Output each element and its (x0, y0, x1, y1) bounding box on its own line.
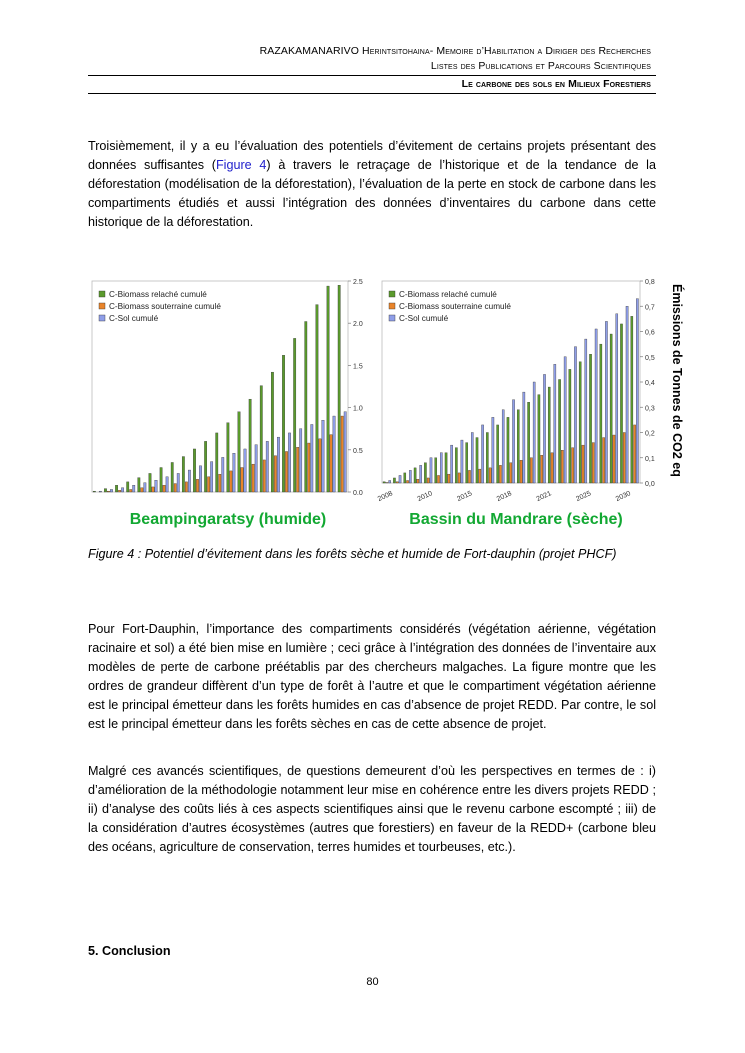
bar-biomass-aerienne (305, 322, 307, 492)
bar-biomass-aerienne (414, 468, 416, 483)
bar-sol (333, 416, 335, 492)
chart-mandrare (376, 272, 666, 534)
bar-sol (299, 429, 301, 492)
bar-biomass-souterraine (458, 473, 460, 483)
bar-sol (512, 400, 514, 483)
bar-biomass-souterraine (510, 463, 512, 483)
y-tick-label: 2.5 (353, 279, 363, 286)
bar-biomass-souterraine (386, 482, 388, 483)
bar-biomass-aerienne (260, 386, 262, 492)
bar-biomass-aerienne (249, 399, 251, 492)
legend-label: C-Sol cumulé (109, 314, 159, 323)
y-tick-label: 0,2 (645, 430, 655, 438)
bar-biomass-souterraine (479, 469, 481, 483)
bar-sol (502, 410, 504, 483)
bar-sol (344, 412, 346, 492)
bar-biomass-souterraine (163, 485, 165, 492)
bar-sol (99, 491, 101, 492)
y-tick-label: 0,3 (645, 405, 655, 413)
bar-biomass-souterraine (448, 474, 450, 483)
bar-biomass-aerienne (486, 433, 488, 484)
bar-biomass-souterraine (551, 453, 553, 483)
bar-biomass-aerienne (227, 423, 229, 492)
bar-sol (636, 299, 638, 483)
legend-swatch (389, 315, 395, 321)
y-tick-label: 0.5 (353, 447, 363, 455)
bar-biomass-souterraine (185, 482, 187, 492)
bar-sol (440, 453, 442, 483)
bar-sol (133, 485, 135, 492)
y-tick-label: 1.5 (353, 363, 363, 371)
bar-biomass-souterraine (572, 448, 574, 483)
header-divider (88, 75, 656, 76)
bar-sol (255, 445, 257, 492)
bar-biomass-souterraine (252, 464, 254, 492)
bar-sol (605, 321, 607, 483)
chart-title: Beampingaratsy (humide) (129, 511, 327, 528)
bar-biomass-souterraine (308, 443, 310, 492)
bar-sol (430, 458, 432, 483)
bar-biomass-aerienne (631, 316, 633, 483)
bar-sol (616, 314, 618, 483)
bar-biomass-aerienne (327, 286, 329, 492)
bar-biomass-souterraine (541, 455, 543, 483)
legend-swatch (389, 291, 395, 297)
bar-sol (399, 475, 401, 483)
bar-biomass-aerienne (620, 324, 622, 483)
running-header-line3: Le carbone des sols en Milieux Forestiers (461, 78, 651, 90)
bar-biomass-aerienne (466, 443, 468, 483)
bar-sol (471, 433, 473, 484)
x-tick-label: 2010 (416, 490, 434, 504)
legend-label: C-Biomass relaché cumulé (109, 290, 207, 299)
bar-sol (322, 420, 324, 492)
bar-sol (210, 462, 212, 492)
bar-sol (199, 466, 201, 492)
y-tick-label: 1.0 (353, 405, 363, 413)
bar-biomass-souterraine (319, 439, 321, 492)
bar-biomass-souterraine (489, 468, 491, 483)
intro-text: Troisièmement, il y a eu l’évaluation des potentiels d’évitement de certains projets présentant des données suffisantes ( (88, 139, 656, 172)
bar-biomass-souterraine (582, 445, 584, 483)
chart-beampingaratsy (88, 272, 388, 534)
bar-biomass-aerienne (138, 478, 140, 492)
bar-biomass-aerienne (271, 372, 273, 492)
bar-biomass-aerienne (282, 355, 284, 492)
bar-biomass-aerienne (589, 354, 591, 483)
bar-biomass-aerienne (579, 362, 581, 483)
y-tick-label: 0,5 (645, 354, 655, 362)
section-heading-conclusion: 5. Conclusion (88, 944, 171, 958)
bar-biomass-souterraine (561, 450, 563, 483)
bar-biomass-aerienne (393, 478, 395, 483)
bar-sol (420, 465, 422, 483)
bar-biomass-souterraine (130, 489, 132, 492)
bar-sol (585, 339, 587, 483)
bar-biomass-souterraine (263, 460, 265, 492)
y-tick-label: 0,6 (645, 329, 655, 337)
bar-sol (177, 473, 179, 492)
legend-label: C-Sol cumulé (399, 314, 449, 323)
bar-sol (543, 374, 545, 483)
intro-text: ) à travers le retraçage de l’historique et de la tendance de la déforestation (modélisation de la déforestation), l’évaluation de la perte en stock de carbone dans les compartiments étudiés et aussi l’intégration des données d’inventaires du carbone dans cette historique de la déforestation. (88, 158, 656, 229)
legend-swatch (99, 315, 105, 321)
bar-sol (266, 441, 268, 492)
y-tick-label: 0.0 (353, 490, 363, 497)
bar-biomass-aerienne (149, 473, 151, 492)
bar-sol (311, 424, 313, 492)
running-header-line2: Listes des Publications et Parcours Scientifiques (430, 60, 651, 72)
bar-biomass-aerienne (476, 438, 478, 483)
bar-biomass-souterraine (296, 447, 298, 492)
y-tick-label: 0,0 (645, 481, 655, 488)
legend-swatch (389, 303, 395, 309)
bar-sol (244, 449, 246, 492)
running-header-line1: RAZAKAMANARIVO Herintsitohaina- Memoire d’Habilitation a Diriger des Recherches (259, 45, 651, 57)
paragraph-fort-dauphin: Pour Fort-Dauphin, l’importance des compartiments considérés (végétation aérienne, végétation racinaire et sol) a été bien mise en lumière ; ceci grâce à l’intégration des données de l’inventaire aux modèles de perte de carbone préétablis par des chercheurs malgaches. La figure montre que les ordres de grandeur diffèrent d’un type de forêt à l’autre et que le compartiment végétation aérienne est le principal émetteur dans les forêts humides en cas d’absence de projet REDD. Par contre, le sol est le principal émetteur dans les forêts sèches en cas de cette absence de projet. (88, 622, 656, 731)
bar-biomass-aerienne (316, 305, 318, 492)
bar-biomass-aerienne (115, 485, 117, 492)
bar-biomass-souterraine (230, 471, 232, 492)
legend-label: C-Biomass relaché cumulé (399, 290, 497, 299)
bar-sol (481, 425, 483, 483)
bar-biomass-souterraine (141, 488, 143, 492)
x-tick-label: 2025 (575, 490, 593, 504)
bar-sol (409, 470, 411, 483)
bar-biomass-aerienne (204, 441, 206, 492)
bar-sol (626, 306, 628, 483)
bar-sol (110, 489, 112, 492)
bar-sol (121, 488, 123, 492)
legend-swatch (99, 291, 105, 297)
bar-biomass-souterraine (107, 491, 109, 492)
y-axis-side-label (670, 284, 686, 514)
bar-biomass-souterraine (285, 451, 287, 492)
x-tick-label: 2030 (614, 490, 632, 504)
bar-biomass-souterraine (468, 470, 470, 483)
bar-sol (166, 477, 168, 492)
bar-biomass-souterraine (341, 416, 343, 492)
bar-biomass-souterraine (499, 465, 501, 483)
bar-sol (155, 480, 157, 492)
page-number: 80 (366, 976, 379, 988)
bar-biomass-aerienne (507, 417, 509, 483)
bar-biomass-aerienne (610, 334, 612, 483)
y-tick-label: 2.0 (353, 321, 363, 329)
bar-sol (564, 357, 566, 483)
bar-sol (222, 457, 224, 492)
x-tick-label: 2015 (456, 490, 474, 504)
bar-biomass-souterraine (427, 478, 429, 483)
legend-swatch (99, 303, 105, 309)
bar-biomass-aerienne (435, 458, 437, 483)
bar-biomass-souterraine (592, 443, 594, 483)
bar-biomass-souterraine (603, 438, 605, 483)
bar-sol (533, 382, 535, 483)
y-tick-label: 0,1 (645, 455, 655, 463)
intro-paragraph (88, 137, 656, 232)
chart-title: Bassin du Mandrare (sèche) (409, 511, 623, 528)
bar-biomass-aerienne (497, 425, 499, 483)
bar-sol (574, 347, 576, 483)
bar-biomass-souterraine (634, 425, 636, 483)
x-tick-label: 2018 (495, 490, 513, 504)
bar-biomass-aerienne (548, 387, 550, 483)
paragraph-perspectives: Malgré ces avancés scientifiques, de questions demeurent d’où les perspectives en termes de : i) d’amélioration de la méthodologie notamment leur mise en cohérence entre les divers projets REDD ; ii) d’analyse des coûts liés à ces aspects scientifiques ainsi que le revenu carbone escompté ; iii) de la considération d’autres écosystèmes (autres que forestiers) en faveur de la REDD+ (carbone bleu des océans, agriculture de conservation, terres humides et tourbeuses, etc.). (88, 764, 656, 854)
bar-biomass-aerienne (383, 482, 385, 483)
bar-sol (389, 480, 391, 483)
bar-biomass-aerienne (216, 433, 218, 492)
bar-biomass-souterraine (274, 456, 276, 492)
bar-biomass-aerienne (338, 285, 340, 492)
bar-biomass-souterraine (207, 477, 209, 492)
bar-biomass-aerienne (104, 489, 106, 492)
bar-biomass-souterraine (174, 484, 176, 492)
legend-label: C-Biomass souterraine cumulé (109, 302, 221, 311)
bar-biomass-aerienne (171, 462, 173, 492)
bar-sol (492, 417, 494, 483)
bar-sol (288, 433, 290, 492)
bar-sol (595, 329, 597, 483)
bar-biomass-aerienne (538, 395, 540, 483)
bar-biomass-aerienne (238, 412, 240, 492)
bar-biomass-aerienne (160, 468, 162, 492)
bar-biomass-aerienne (424, 463, 426, 483)
legend-label: C-Biomass souterraine cumulé (399, 302, 511, 311)
bar-biomass-souterraine (530, 458, 532, 483)
bar-sol (233, 453, 235, 492)
bar-biomass-aerienne (404, 473, 406, 483)
bar-biomass-souterraine (613, 435, 615, 483)
bar-biomass-souterraine (623, 433, 625, 484)
bar-sol (451, 445, 453, 483)
bar-sol (144, 483, 146, 492)
y-tick-label: 0,4 (645, 380, 655, 387)
bar-biomass-souterraine (152, 487, 154, 492)
bar-sol (554, 364, 556, 483)
x-tick-label: 2008 (376, 490, 394, 504)
y-tick-label: 0,7 (645, 304, 655, 312)
bar-biomass-souterraine (417, 479, 419, 483)
bar-biomass-aerienne (558, 379, 560, 483)
bar-biomass-souterraine (396, 482, 398, 483)
bar-biomass-aerienne (455, 448, 457, 483)
bar-biomass-souterraine (196, 479, 198, 492)
bar-biomass-aerienne (445, 453, 447, 483)
bar-biomass-souterraine (437, 475, 439, 483)
bar-sol (188, 470, 190, 492)
bar-biomass-aerienne (193, 449, 195, 492)
bar-biomass-aerienne (93, 491, 95, 492)
x-tick-label: 2021 (535, 490, 553, 504)
bar-biomass-souterraine (520, 460, 522, 483)
bar-sol (277, 437, 279, 492)
bar-biomass-souterraine (241, 468, 243, 492)
bar-biomass-aerienne (517, 410, 519, 483)
bar-biomass-aerienne (293, 338, 295, 492)
figure-4-link[interactable]: Figure 4 (215, 158, 267, 172)
bar-biomass-souterraine (219, 474, 221, 492)
side-label-text: Émissions de Tonnes de CO2 eq (670, 284, 684, 477)
bar-biomass-aerienne (127, 482, 129, 492)
bar-biomass-souterraine (118, 490, 120, 492)
bar-biomass-aerienne (600, 344, 602, 483)
bar-sol (461, 440, 463, 483)
figure-caption: Figure 4 : Potentiel d’évitement dans les forêts sèche et humide de Fort-dauphin (projet PHCF) (88, 547, 617, 561)
bar-biomass-souterraine (406, 480, 408, 483)
bar-sol (523, 392, 525, 483)
header-divider (88, 93, 656, 94)
bar-biomass-aerienne (182, 457, 184, 492)
y-tick-label: 0,8 (645, 279, 655, 286)
bar-biomass-aerienne (528, 402, 530, 483)
bar-biomass-souterraine (330, 435, 332, 492)
bar-biomass-aerienne (569, 369, 571, 483)
